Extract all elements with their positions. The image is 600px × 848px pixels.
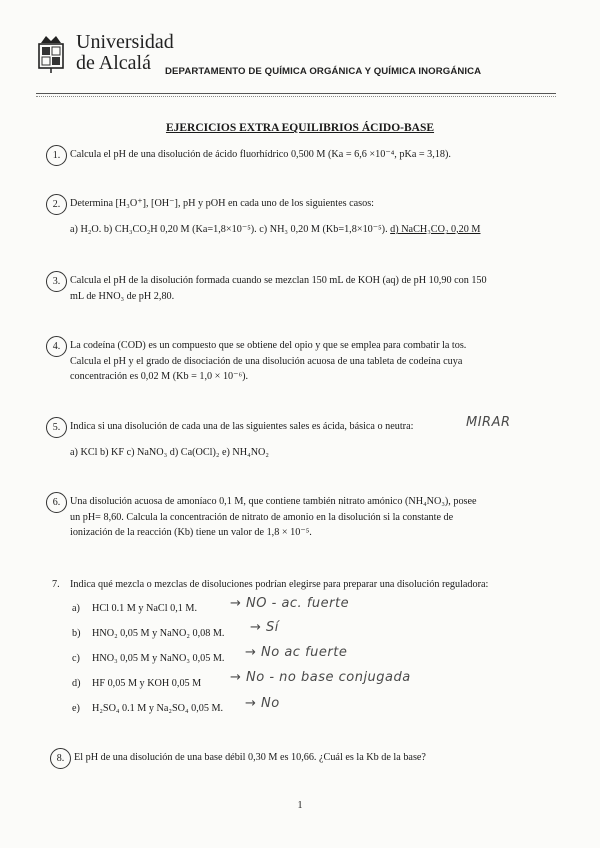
exercise-6-line1: Una disolución acuosa de amoníaco 0,1 M, que contiene también nitrato amónico (NH₄NO₃), posee (70, 496, 477, 507)
exercise-1-number: 1. (46, 145, 67, 166)
exercise-2-part-d: d) NaCH₃CO₂ 0,20 M (390, 224, 481, 235)
exercise-4-line1: La codeína (COD) es un compuesto que se obtiene del opio y que se emplea para combatir la tos. (70, 340, 467, 351)
exercise-4-line2: Calcula el pH y el grado de disociación de una disolución acuosa de una tableta de codeína cuya (70, 355, 463, 367)
exercise-7-option-a-note: → NO - ac. fuerte (230, 596, 350, 611)
department-name: DEPARTAMENTO DE QUÍMICA ORGÁNICA Y QUÍMICA INORGÁNICA (165, 66, 482, 77)
exercise-6-line3: ionización de la reacción (Kb) tiene un valor de 1,8 × 10⁻⁵. (70, 527, 312, 538)
exercise-2-text: Determina [H₃O⁺], [OH⁻], pH y pOH en cada uno de los siguientes casos: (70, 198, 375, 209)
exercise-5-number: 5. (46, 417, 67, 438)
exercise-7-option-e: H₂SO₄ 0.1 M y Na₂SO₄ 0,05 M. (92, 703, 224, 714)
exercise-7-option-d-letter: d) (72, 678, 81, 689)
exercise-1-text: Calcula el pH de una disolución de ácido fluorhídrico 0,500 M (Ka = 6,6 ×10⁻⁴, pKa = 3,18). (70, 149, 451, 160)
exercise-2-number: 2. (46, 194, 67, 215)
exercise-8-number: 8. (50, 748, 71, 769)
exercise-4-number: 4. (46, 336, 67, 357)
exercise-6-line2: un pH= 8,60. Calcula la concentración de nitrato de amonio en la disolución si la constante de (70, 511, 454, 523)
exercise-7-number: 7. (52, 579, 60, 590)
exercise-3-line1: Calcula el pH de la disolución formada cuando se mezclan 150 mL de KOH (aq) de pH 10,90 con 150 (70, 275, 487, 286)
exercise-5-text: Indica si una disolución de cada una de las siguientes sales es ácida, básica o neutra: (70, 421, 414, 432)
exercise-7-option-c-note: → No ac fuerte (245, 645, 348, 660)
exercise-7-option-e-note: → No (245, 696, 280, 711)
exercise-7-option-b-note: → Sí (250, 620, 279, 635)
university-name-line1: Universidad (76, 31, 174, 53)
university-name (76, 32, 174, 74)
exercise-3-number: 3. (46, 271, 67, 292)
exercise-7-option-d-note: → No - no base conjugada (230, 670, 411, 685)
header-divider (36, 93, 556, 94)
page-number: 1 (297, 800, 303, 811)
exercise-7-text: Indica qué mezcla o mezclas de disoluciones podrían elegirse para preparar una disolución reguladora: (70, 579, 489, 590)
exercise-7-option-c-letter: c) (72, 653, 80, 664)
exercise-3-line2: mL de HNO₃ de pH 2,80. (70, 290, 175, 302)
exercise-4-line3: concentración es 0,02 M (Kb = 1,0 × 10⁻⁶). (70, 371, 249, 382)
exercise-2-parts (70, 222, 590, 238)
exercise-6-number: 6. (46, 492, 67, 513)
exercise-8-text: El pH de una disolución de una base débil 0,30 M es 10,66. ¿Cuál es la Kb de la base? (74, 752, 426, 763)
exercise-6-text (70, 494, 570, 541)
exercise-7-option-a: HCl 0.1 M y NaCl 0,1 M. (92, 603, 197, 614)
university-crest-icon (36, 34, 66, 74)
exercise-3-text (70, 273, 570, 304)
exercise-7-option-a-letter: a) (72, 603, 80, 614)
exercise-7-option-e-letter: e) (72, 703, 80, 714)
header-divider-dotted (36, 96, 556, 97)
exercise-5-salts: a) KCl b) KF c) NaNO₃ d) Ca(OCl)₂ e) NH₄NO₂ (70, 447, 269, 458)
exercise-7-option-b-letter: b) (72, 628, 81, 639)
exercise-5-handwritten-note: MIRAR (466, 415, 511, 430)
exercise-7-option-c: HNO₃ 0,05 M y NaNO₃ 0,05 M. (92, 653, 225, 664)
exercise-2-parts-main: a) H₂O. b) CH₃CO₂H 0,20 M (Ka=1,8×10⁻⁵). c) NH₃ 0,20 M (Kb=1,8×10⁻⁵). (70, 224, 388, 235)
exercise-7-option-d: HF 0,05 M y KOH 0,05 M (92, 678, 202, 689)
exercise-7-option-b: HNO₂ 0,05 M y NaNO₂ 0,08 M. (92, 628, 225, 639)
exercise-4-text (70, 338, 570, 385)
page-title: EJERCICIOS EXTRA EQUILIBRIOS ÁCIDO-BASE (165, 122, 435, 134)
university-name-line2: de Alcalá (76, 52, 151, 74)
